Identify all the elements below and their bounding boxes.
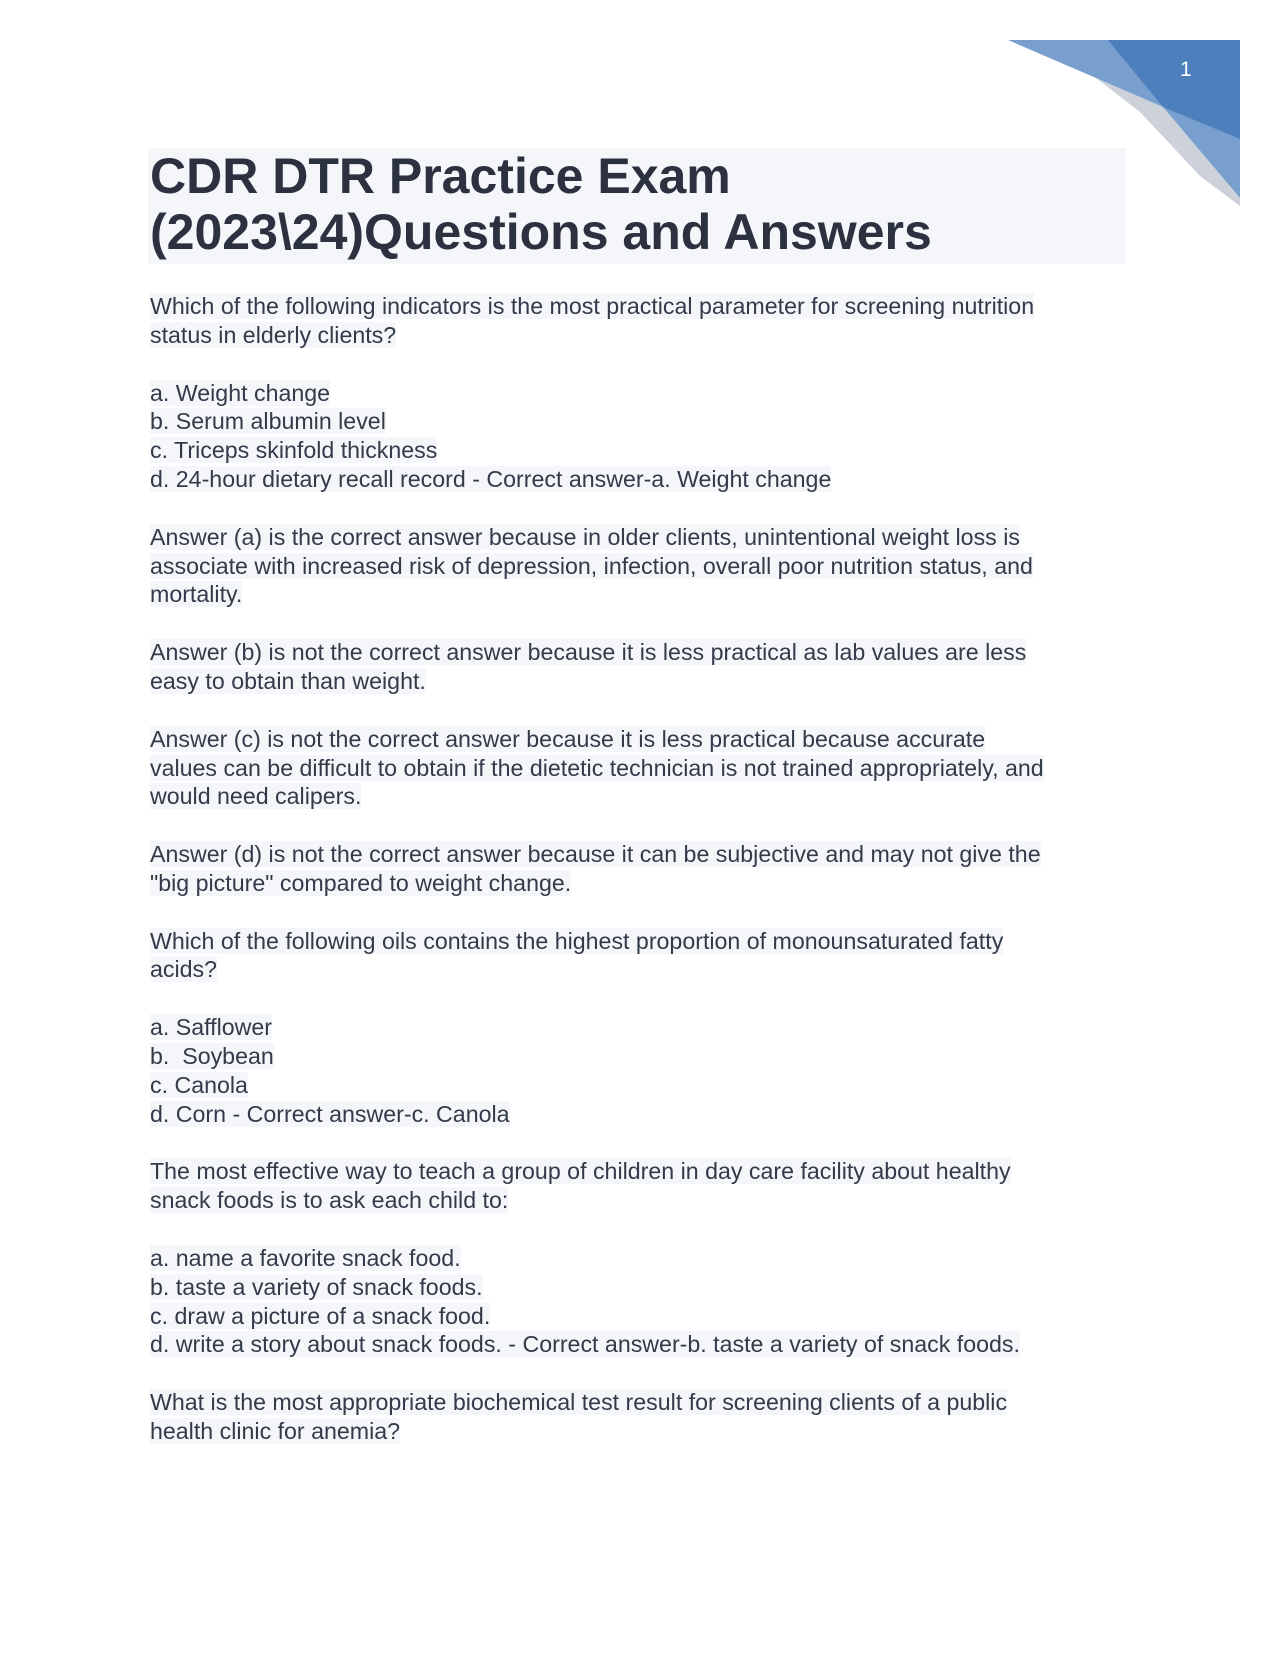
text-line: snack foods is to ask each child to: <box>150 1187 509 1214</box>
text-line: health clinic for anemia? <box>150 1417 401 1444</box>
option-b: b. Soybean <box>150 1042 274 1069</box>
document-title <box>148 148 1126 260</box>
question-1-text <box>150 292 1130 350</box>
text-line: acids? <box>150 956 218 983</box>
option-d-with-answer: d. 24-hour dietary recall record - Correct answer-a. Weight change <box>150 466 832 493</box>
question-3-text <box>150 1157 1130 1215</box>
page-number: 1 <box>1180 58 1192 81</box>
text-line: easy to obtain than weight. <box>150 667 426 694</box>
question-2-text <box>150 927 1130 985</box>
title-box <box>148 148 1126 264</box>
text-line: status in elderly clients? <box>150 321 397 348</box>
text-line: Answer (a) is the correct answer because in older clients, unintentional weight loss is <box>150 523 1020 550</box>
text-line: Answer (c) is not the correct answer because it is less practical because accurate <box>150 725 986 752</box>
question-1-options <box>150 379 1130 494</box>
option-d-with-answer: d. write a story about snack foods. - Correct answer-b. taste a variety of snack foods. <box>150 1331 1020 1358</box>
option-a: a. name a favorite snack food. <box>150 1244 461 1271</box>
document-body <box>150 292 1130 1446</box>
option-b: b. Serum albumin level <box>150 408 386 435</box>
option-a: a. Weight change <box>150 379 331 406</box>
text-line: What is the most appropriate biochemical test result for screening clients of a public <box>150 1389 1008 1416</box>
question-4-text <box>150 1388 1130 1446</box>
explanation-b <box>150 638 1130 696</box>
question-2-options <box>150 1013 1130 1128</box>
question-3-options <box>150 1244 1130 1359</box>
text-line: associate with increased risk of depression, infection, overall poor nutrition status, and <box>150 552 1033 579</box>
option-c: c. draw a picture of a snack food. <box>150 1302 491 1329</box>
title-line: (2023\24)Questions and Answers <box>150 204 932 260</box>
text-line: would need calipers. <box>150 783 362 810</box>
option-d-with-answer: d. Corn - Correct answer-c. Canola <box>150 1100 510 1127</box>
option-c: c. Canola <box>150 1071 248 1098</box>
text-line: Which of the following oils contains the highest proportion of monounsaturated fatty <box>150 927 1004 954</box>
text-line: Answer (b) is not the correct answer because it is less practical as lab values are less <box>150 639 1027 666</box>
title-line: CDR DTR Practice Exam <box>150 148 731 204</box>
explanation-a <box>150 523 1130 610</box>
text-line: values can be difficult to obtain if the dietetic technician is not trained appropriately, and <box>150 754 1044 781</box>
text-line: "big picture" compared to weight change. <box>150 869 572 896</box>
option-b: b. taste a variety of snack foods. <box>150 1273 483 1300</box>
explanation-c <box>150 725 1130 812</box>
explanation-d <box>150 840 1130 898</box>
option-a: a. Safflower <box>150 1014 273 1041</box>
option-c: c. Triceps skinfold thickness <box>150 437 438 464</box>
text-line: Answer (d) is not the correct answer because it can be subjective and may not give the <box>150 841 1041 868</box>
text-line: Which of the following indicators is the most practical parameter for screening nutrition <box>150 293 1035 319</box>
text-line: mortality. <box>150 581 243 608</box>
text-line: The most effective way to teach a group of children in day care facility about healthy <box>150 1158 1011 1185</box>
